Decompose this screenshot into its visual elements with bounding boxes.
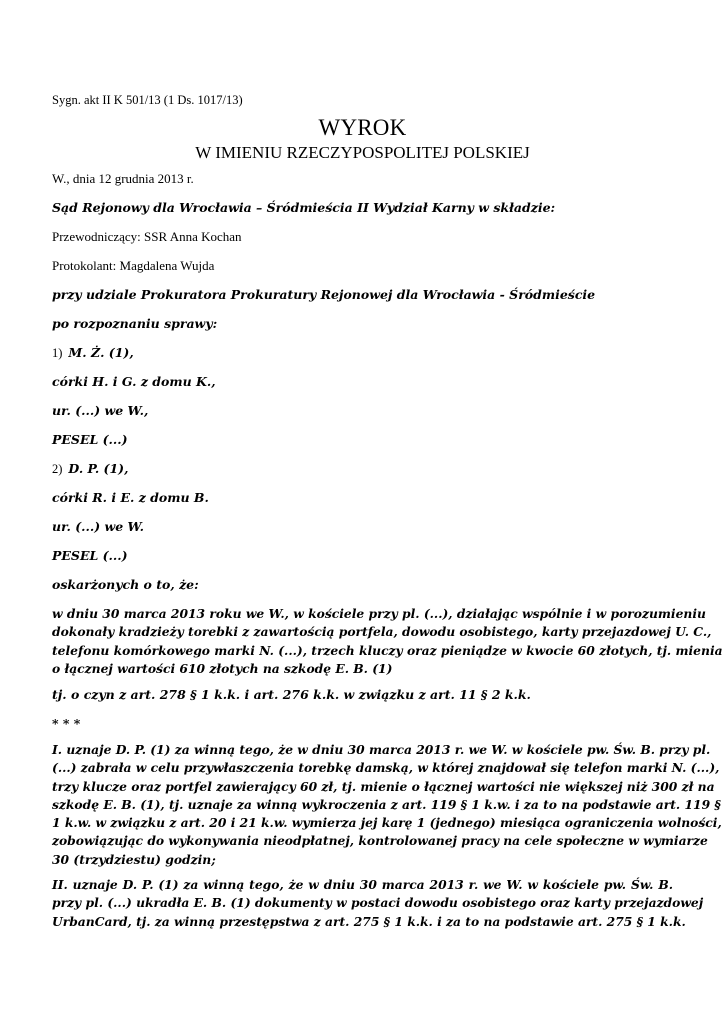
defendant-1-parents: córki H. i G. z domu K.,: [52, 374, 216, 389]
verdict-line: zobowiązując do wykonywania nieodpłatnej, kontrolowanej pracy na cele społeczne w wymiarze: [52, 833, 708, 849]
case-signature: Sygn. akt II K 501/13 (1 Ds. 1017/13): [52, 93, 243, 107]
verdict-line: 30 (trzydziestu) godzin;: [52, 851, 216, 867]
charge-line: telefonu komórkowego marki N. (...), trzech kluczy oraz pieniądze w kwocie 60 złotych, tj. mienia: [52, 642, 723, 658]
verdict-line: (...) zabrała w celu przywłaszczenia torebkę damską, w której znajdował się telefon marki N. (...),: [52, 760, 720, 776]
charge-paragraph: [52, 605, 723, 678]
legal-basis: tj. o czyn z art. 278 § 1 k.k. i art. 276 k.k. w związku z art. 11 § 2 k.k.: [52, 687, 531, 702]
defendant-2-number: 2): [52, 462, 63, 476]
court-clerk: Protokolant: Magdalena Wujda: [52, 258, 215, 273]
charge-line: dokonały kradzieży torebki z zawartością portfela, dowodu osobistego, karty przejazdowej U. C.,: [52, 624, 712, 640]
verdict-line: trzy klucze oraz portfel zawierający 60 zł, tj. mienie o łącznej wartości nie większej niż 300 zł na: [52, 778, 715, 794]
document-subtitle: W IMIENIU RZECZYPOSPOLITEJ POLSKIEJ: [195, 143, 530, 162]
defendant-1-number: 1): [52, 346, 63, 360]
defendant-1-name: [52, 344, 672, 362]
defendant-2-name-text: D. P. (1),: [68, 461, 129, 476]
verdict-line: przy pl. (...) ukradła E. B. (1) dokumenty w postaci dowodu osobistego oraz karty przejazdowej: [52, 895, 704, 911]
defendant-2-born: ur. (...) we W.: [52, 519, 144, 534]
date-line: W., dnia 12 grudnia 2013 r.: [52, 171, 194, 186]
charge-line: o łącznej wartości 610 złotych na szkodę E. B. (1): [52, 660, 393, 676]
presiding-judge: Przewodniczący: SSR Anna Kochan: [52, 229, 242, 244]
verdict-line: 1 k.w. w związku z art. 20 i 21 k.w. wymierza jej karę 1 (jednego) miesiąca ograniczenia wolności,: [52, 815, 722, 831]
verdict-line: szkodę E. B. (1), tj. uznaje za winną wykroczenia z art. 119 § 1 k.w. i za to na podstawie art. 119 §: [52, 796, 721, 812]
section-separator: * * *: [52, 716, 81, 731]
defendant-1-pesel: PESEL (...): [52, 432, 128, 447]
court-line: Sąd Rejonowy dla Wrocławia – Śródmieścia II Wydział Karny w składzie:: [52, 200, 556, 215]
defendant-1-name-text: M. Ż. (1),: [68, 345, 134, 360]
verdict-line: UrbanCard, tj. za winną przestępstwa z art. 275 § 1 k.k. i za to na podstawie art. 275 § 1 k.k.: [52, 913, 686, 929]
charge-line: w dniu 30 marca 2013 roku we W., w kościele przy pl. (...), działając wspólnie i w porozumieniu: [52, 606, 706, 621]
verdict-1-paragraph: [52, 741, 722, 869]
charged-intro: oskarżonych o to, że:: [52, 577, 199, 592]
verdict-2-paragraph: [52, 876, 704, 931]
defendant-2-pesel: PESEL (...): [52, 548, 128, 563]
document-title: WYROK: [318, 115, 407, 140]
verdict-line: II. uznaje D. P. (1) za winną tego, że w dniu 30 marca 2013 r. we W. w kościele pw. Św. B.: [52, 877, 673, 892]
defendant-2-parents: córki R. i E. z domu B.: [52, 490, 209, 505]
case-intro: po rozpoznaniu sprawy:: [52, 316, 218, 331]
prosecutor-line: przy udziale Prokuratora Prokuratury Rejonowej dla Wrocławia - Śródmieście: [52, 287, 596, 302]
defendant-2-name: [52, 460, 672, 478]
defendant-1-born: ur. (...) we W.,: [52, 403, 149, 418]
verdict-line: I. uznaje D. P. (1) za winną tego, że w dniu 30 marca 2013 r. we W. w kościele pw. Św. B. przy pl.: [52, 742, 711, 757]
